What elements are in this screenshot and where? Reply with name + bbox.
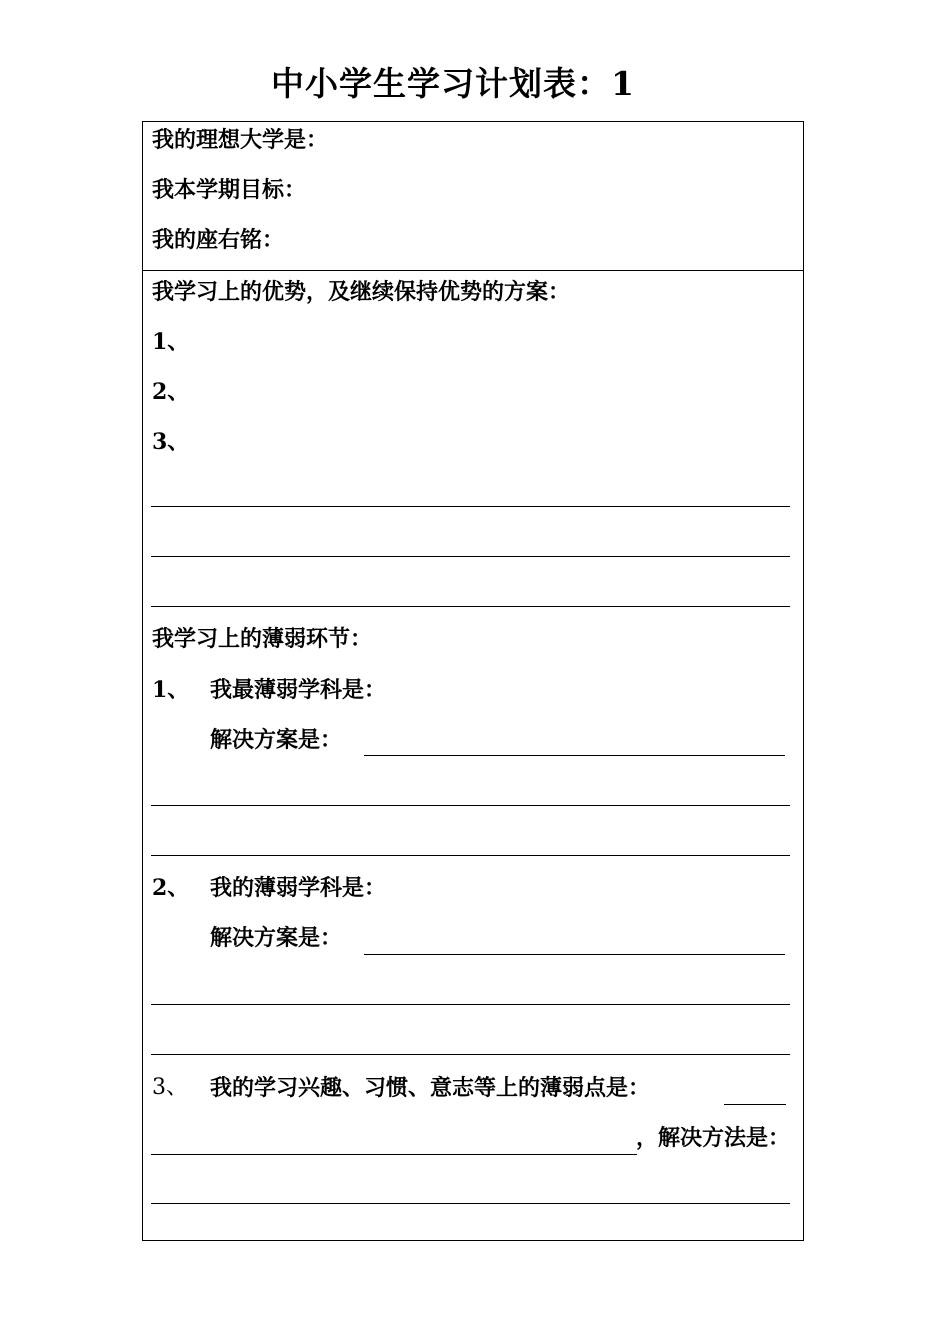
- semester-goal-label: 我本学期目标：: [152, 177, 307, 203]
- writing-line: [151, 556, 790, 557]
- method-label: ，解决方法是：: [636, 1125, 791, 1151]
- writing-line: [364, 755, 785, 756]
- habits-weak-point-label: 我的学习兴趣、习惯、意志等上的薄弱点是：: [210, 1075, 651, 1101]
- writing-line: [364, 954, 785, 955]
- section-divider: [142, 270, 804, 271]
- writing-line: [151, 1203, 790, 1204]
- weakness-item-3-number: 3、: [152, 1075, 188, 1100]
- page-title: 中小学生学习计划表：1: [271, 64, 635, 103]
- solution-label-2: 解决方案是：: [210, 925, 343, 951]
- strengths-heading: 我学习上的优势，及继续保持优势的方案：: [152, 279, 571, 305]
- writing-line: [151, 855, 790, 856]
- strength-item-2: 2、: [152, 379, 190, 405]
- strength-item-1: 1、: [152, 329, 190, 355]
- writing-line: [724, 1104, 786, 1105]
- strength-item-3: 3、: [152, 429, 190, 455]
- weakness-item-1-number: 1、: [152, 677, 190, 703]
- writing-line: [151, 506, 790, 507]
- motto-label: 我的座右铭：: [152, 227, 285, 253]
- weakest-subject-label: 我最薄弱学科是：: [210, 677, 387, 703]
- writing-line: [151, 1154, 637, 1155]
- writing-line: [151, 1004, 790, 1005]
- writing-line: [151, 805, 790, 806]
- solution-label-1: 解决方案是：: [210, 727, 343, 753]
- writing-line: [151, 606, 790, 607]
- writing-line: [151, 1054, 790, 1055]
- ideal-university-label: 我的理想大学是：: [152, 127, 329, 153]
- weaknesses-heading: 我学习上的薄弱环节：: [152, 626, 373, 652]
- weakness-item-2-number: 2、: [152, 875, 190, 901]
- weak-subject-label: 我的薄弱学科是：: [210, 875, 387, 901]
